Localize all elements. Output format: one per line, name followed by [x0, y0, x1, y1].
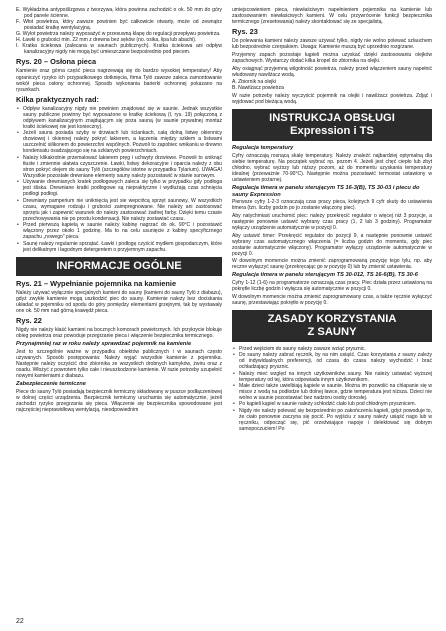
paragraph: Cyfry oznaczają rosnącą skalę temperatury. Należy znaleźć najbardziej optymalną dla siebie temperaturę. Na początek wybrać np. pozom 4. Jeżeli jest chęć ciepło lub zbyt chłodno, wybrać wyższy lub niższy pozom, aż do momentu uzyskania temperatury idealnej (przeważnie 70-90°C). Następnie można pozostawić termostat ustawiony w ustawieniem pożarnej. — [232, 152, 432, 183]
paragraph: Pierwsze cyfry 1-2-3 oznaczają czas pracy pieca, kolejnych 9 cyfr skuty do ustawienia timera (tzn. liczby godzin po jo zostanie włączony piec). — [232, 199, 432, 212]
tips-list — [16, 106, 222, 253]
paragraph: W dowolnym momencie można zmienić zaprogramowaną pozycję tego tylu, np. aby reczne wyłączyć saunę (przekręcając go w pozycję 0) lub by zmienić ustawienia. — [232, 258, 432, 271]
paragraph: Jest to szczególnie ważne w przypadku obiektów publicznych i w saunach często używanych. Sposób postępowania: Należy wyjąć wszystkie kamienie z pojemnika. Następnie należy oczyścić dno zbiornika ze wszystkich drobnych kamyków, żwiru oraz z osadu. Włożyć z powrotem tylko całe i nieuszkodzone kamienie. W razie potrzeby uzupełnić nowymi kamieniami z diabazu. — [16, 348, 222, 379]
list-item: • Przed wejściem do sauny należy zawsze wziąć prysznic. — [232, 346, 432, 352]
paragraph: Cyfry 1-12 (1-6) na programatorze oznaczają czas pracy. Piec działa przez ustawioną na pokrętle liczbę godzin i wyłącza się automatycznie w pozycji 0. — [232, 279, 432, 293]
banner-line: ZASADY KORZYSTANIA — [267, 312, 397, 325]
section-heading-fig20: Rys. 20 – Osłona pieca — [16, 57, 97, 67]
list-item: • Należy klikakrotnie przemalować lakierem pręg i uchwyty drzwiowe. Pozwoli to uniknąć tłuste i zmiennie ułatwia czyszczenie. Ławki, listwy dekoracyjne i oparcia należy z obu stron pokryć olejem do sauny Tylö (szczegółów istotne w przypadku Tylarium). UWAGA! Wszystkie pozostałe drewniane elementy sauny należy pozostawić w stanie surowym. — [16, 155, 222, 179]
section-heading-fig23: Rys. 23 — [232, 27, 258, 37]
list-item: A. Zbiornik na olejki — [232, 79, 277, 86]
paragraph: W dowolnym momencie można zmienić zaprogramowany czas, a także ręcznie wyłączyć saunę, przestawiając pokrętło w pozycję 0. — [232, 293, 432, 306]
paragraph: Nigdy nie należy kłaść kamieni na bocznych komorach powietrznych. Ich przykrycie blokuje obieg powietrza oraz powoduje przegrzanie pieca i włączenie bezpiecznika termicznego. — [16, 327, 222, 340]
list-item: • Saunę należy regularnie sprzątać. Ławki i podłogę czyścić mydłem gospodarczym, które jest delikatnym i łagodnym detergentem o przyjemnym zapachu. — [16, 241, 222, 253]
component-list — [16, 7, 222, 55]
list-item: • Drewniany pamperium nie uniknięcią jest sie wepcińcą sprzęt saunowy. W wszystkich czasu, wymagane rodzaju i grubości zaimpregnowane. Nie należy ani zastosować sprzętu jak i zapewnić warunek do należy zastosować żadnej farby. Dzięki temu czasie przechowywania nie po prostu kondensacji. Nie należy zostawiać czasu. — [16, 198, 222, 222]
list-item: • Po kąpieli kąpiel w saunie należy schłodzić ciało lub pod chłodnym prysznicem. — [232, 401, 432, 407]
banner-sauna-rules — [232, 310, 432, 342]
paragraph: Aby natychmiast uruchomić piec: należy przekręcić regulator o więcej niż 3 pozycje, a następnie ponownie ustawić wybrany czas pracy (1, 2 lub 3 godziny). Programator wyłączy urządzenie automatycznie w pozycji 0. — [232, 212, 432, 231]
banner-operating-instructions — [232, 109, 432, 141]
list-item: • Jeżeli sauna posiada szyby w drzwiach lub ściankach, całą dolną listwę okiennicy drzwiowej i okiennej należy pokryć lakierem, a łączenia między szkłem a listwami uszczelnić silikonem do powierzchni wspólnych. Pozwoli to zapobiec wnikaniu w drewno kondensatu osadzającego się na szklanych powierzchniach. — [16, 130, 222, 154]
subheading-stones: Przynajmniej raz w roku należy sprawdzać pojemnik na kamienie — [16, 341, 192, 348]
paragraph: Należy używać wyłącznie specjalnych kamieni do sauny (kamieni do sauny Tylö z diabazu), gdyż zwykłe kamienie mogą uszkodzić piec do sauny. Kamienie należy bez dociskania układać w pojemniku od spodu do góry pomiędzy elementami grzejnymi, tak by wystawały one ok. 50 mm nad górną krawędź pieca. — [16, 289, 222, 314]
subheading-thermal-safety: Zabezpieczenie termiczne — [16, 380, 86, 387]
paragraph: W razie potrzeby należy wyczyścić pojemnik na olejki i nawilżacz powietrza. Zdjąć i wyjdować pod bieżącą wodą. — [232, 92, 432, 106]
banner-line: Expression i TS — [290, 125, 374, 138]
paragraph: Przyjemny zapach pozostaje kąpieli można uzyskać dzięki zastosowaniu olejków zapachowych. Wystarczy dodać kilka kropel do zbiornika na olejki. — [232, 51, 432, 64]
section-heading-fig22: Rys. 22 — [16, 315, 42, 325]
right-column — [232, 7, 432, 432]
left-column — [16, 7, 222, 414]
list-item: • Przed pierwszą kąpielą w saunie należy kabinę nagrzać do ok. 90°C i pozostawić włączony przez około 1 godzinę. Ma to na celu usunięcie z kabiny specyficznego zapachu „nowego” pieca. — [16, 222, 222, 240]
list-item: B. Nawilżacz powietrza — [232, 85, 284, 92]
section-heading-tips: Kilka praktycznych rad: — [16, 94, 99, 104]
section-heading-fig21: Rys. 21 – Wypełnianie pojemnika na kamienie — [16, 278, 177, 288]
list-item: • Używanie drewnianych kratek podłogowych zaleca się tylko w przypadku gdy podłoga jest śliska. Drewniane kratki podłogowe są niepraktyczne i wydłużają czas schnięcia podłogi podłogi. — [16, 179, 222, 197]
page-number: 22 — [16, 618, 24, 625]
list-item: • Odpływ kanalizacyjny nigdy nie powinien znajdować się w saunie. Jednak wszystkie sauny publiczne powinny być wyposażone w kratkę ściekową (I, rys. 19) połączoną z odpływem kanalizacyjnym znajdującym się poza sauną (w saunie prywatnej montaż kratki ściekowej nie jest konieczny). — [16, 106, 222, 130]
banner-line: INSTRUKCJA OBSŁUGI — [269, 112, 395, 125]
list-item: • Nigdy nie należy polewać się bezpośrednio po zakończeniu kąpieli, gdyż powoduje to, że ciało ponownie zaczyna się pocić. Po wyjściu z sauny należy usiąść nago lub w ręczniku, odpocząć się, pić orzeźwiające napoje i delektować się dobrym samopoczuciem! Po — [232, 408, 432, 432]
paragraph: umiejscowieniem pieca, niewłaściwym napełnieniem pojemnika na kamienie lub zastosowaniem niewłaściwych kamieni. W celu przywrócenie funkcji bezpiecznika termicznego (zresetowania) należy skontaktować się ze specjalistą. — [232, 7, 432, 26]
rules-list — [232, 346, 432, 432]
list-item: E. Wykładzina antypoślizgowa z tworzywa, która powinna zachodzić o ok. 50 mm do góry pod panele ścienne. — [16, 7, 222, 20]
list-item: G. Wylot powietrza należy wyposażyć w przesuwną klapę do regulacji przepływu powietrza. — [16, 31, 221, 38]
list-item: F. Włot powietrza, który zawsze powinien być całkowicie otwarty, może od zewnątrz posiadać kratkę wentylacyjną. — [16, 19, 222, 32]
list-item: • Należy mieć względ na innych użytkowników sauny. Nie należy ustawiać wyższej temperatury od tej, która odpowiada innym użytkownikom. — [232, 371, 432, 383]
list-item: • Małe dzieci także uwielbiają kąpiele w saunie. Można im pozwolić na chlapanie się w misce z wodą na podłodze lub dolnej ławce, gdzie temperatura jest niższa. Dzieci nie wolno w saunie pozostawiać bez nadzoru osoby dorosłej. — [232, 383, 432, 401]
paragraph: Aby ustawić timer: Przekręcić regulator do pozycji 9, a następnie ponownie ustawić wybrany czas automatycznego włączenia (= liczba godzin do momentu, gdy piec zostanie automatycznie włączony). Programator wyłączy urządzenie automatycznie w pozycji 0. — [232, 232, 432, 257]
list-item: I. Kratka ściekowa (zalecana w saunach publicznych). Kratka ściekowa ani odpływ kanalizacyjny nigdy nie mogą być umieszczane bezpośrednio pod piecem. — [16, 43, 222, 56]
paragraph: Kamienie oraz górna część pieca nagrzewają się do bardzo wysokiej temperatury! Aby ograniczyć ryzyko ich przypadkowego dotknięcia, firma Tylö zawsze zaleca zamontowanie wokół pieca osłony ochronnej. Sposób wykonania barierki ochronnej pokazano na rysunkach. — [16, 68, 222, 93]
banner-general-info: INFORMACJE OGÓLNE — [16, 257, 222, 276]
list-item: H. Ławki o grubości min. 22 mm z drewna bez sęków (no. osika, lipa lub abachi). — [16, 37, 197, 44]
paragraph: Do polewania kamieni należy zawsze używać tylko, nigdy nie wolno polewać szlauchem lub bezpośrednio czerpakiem. Uwaga: Kamienie muszą być uprzednio rozgrzane. — [232, 38, 432, 51]
banner-line: Z SAUNY — [307, 325, 357, 338]
subheading-timer-1: Regulacja timera w panelu sterującym TS 16-3(B), TS 30-03 i piecu do sauny Expression — [232, 184, 420, 198]
subheading-temperature: Regulacja temperatury — [232, 145, 294, 152]
paragraph: Aby osiągnąć przyjemną wilgotność powietrza, należy przed włączeniem sauny napełnić włudowany nawilżacz wodą. — [232, 65, 432, 78]
subheading-timer-2: Regulacja timera w panelu sterującym TS 30-012, TS 16-6(B), TS 30-6 — [232, 272, 418, 279]
paragraph: Piece do sauny Tylö posiadają bezpiecznik termiczny składowany w puszce podłączeniowej w dolnej części urządzenia. Bezpiecznik termiczny uruchamia się automatycznie, jeżeli zachodzi ryzyko przegrzania się pieca. Włączenie się bezpiecznika spowodowane jest najczęściej nieprawidłową wentylacją, nieodpowiednim — [16, 388, 222, 413]
list-item: • Do sauny należy zabrać ręcznik, by na nim usiąść. Czas korzystania z sauny zależy od indywidualnych preferencji, od czasu do czasu należy wychodzić i brać ochładzający prysznic. — [232, 352, 432, 370]
